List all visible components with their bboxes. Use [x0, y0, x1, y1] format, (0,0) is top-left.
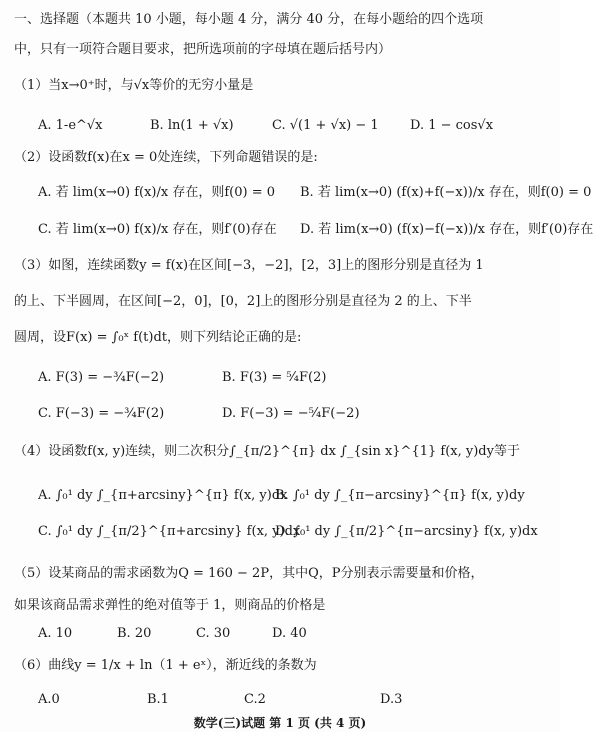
question-2-option-a: A. 若 lim(x→0) f(x)/x 存在，则f(0) = 0: [38, 185, 275, 200]
question-1-stem: （1）当x→0⁺时，与√x等价的无穷小量是: [14, 78, 254, 93]
question-4-option-b: B. ∫₀¹ dy ∫_{π−arcsiny}^{π} f(x, y)dy: [275, 488, 525, 503]
question-4-option-d: D. ∫₀¹ dy ∫_{π/2}^{π−arcsiny} f(x, y)dx: [275, 524, 538, 539]
question-6-option-d: D.3: [380, 692, 403, 707]
section-header-line-1: 一、选择题（本题共 10 小题，每小题 4 分，满分 40 分，在每小题给的四个选项: [14, 12, 484, 27]
question-3-option-c: C. F(−3) = −¾F(2): [38, 406, 165, 421]
question-4-option-c: C. ∫₀¹ dy ∫_{π/2}^{π+arcsiny} f(x, y)dx: [38, 524, 301, 539]
question-6-option-b: B.1: [147, 692, 169, 707]
question-5-option-b: B. 20: [117, 626, 152, 641]
question-3-line-1: （3）如图，连续函数y = f(x)在区间[−3，−2]，[2，3]上的图形分别是直径为 1: [14, 258, 484, 273]
section-header-line-2: 中，只有一项符合题目要求，把所选项前的字母填在题后括号内）: [14, 42, 392, 57]
question-3-line-2: 的上、下半圆周，在区间[−2，0]，[0，2]上的图形分别是直径为 2 的上、下半: [14, 294, 472, 309]
question-2-stem: （2）设函数f(x)在x = 0处连续，下列命题错误的是:: [14, 150, 318, 165]
question-4-stem: （4）设函数f(x, y)连续，则二次积分∫_{π/2}^{π} dx ∫_{sin x}^{1} f(x, y)dy等于: [14, 444, 520, 459]
question-3-line-3: 圆周，设F(x) = ∫₀ˣ f(t)dt，则下列结论正确的是:: [14, 330, 302, 345]
question-6-option-c: C.2: [244, 692, 266, 707]
question-3-option-b: B. F(3) = ⁵⁄₄F(2): [222, 370, 327, 385]
question-6-stem: （6）曲线y = 1/x + ln（1 + eˣ），渐近线的条数为: [14, 658, 317, 673]
question-5-option-c: C. 30: [196, 626, 231, 641]
question-6-option-a: A.0: [38, 692, 60, 707]
question-1-option-a: A. 1-e^√x: [38, 118, 103, 133]
question-1-option-c: C. √(1 + √x) − 1: [272, 118, 379, 133]
question-1-option-b: B. ln(1 + √x): [150, 118, 234, 133]
question-2-option-c: C. 若 lim(x→0) f(x)/x 存在，则f′(0)存在: [38, 222, 277, 237]
question-5-option-a: A. 10: [38, 626, 73, 641]
question-3-option-a: A. F(3) = −¾F(−2): [38, 370, 165, 385]
question-4-option-a: A. ∫₀¹ dy ∫_{π+arcsiny}^{π} f(x, y)dx: [38, 488, 288, 503]
question-5-line-2: 如果该商品需求弹性的绝对值等于 1，则商品的价格是: [14, 598, 326, 613]
question-1-option-d: D. 1 − cos√x: [410, 118, 494, 133]
question-5-line-1: （5）设某商品的需求函数为Q = 160 − 2P，其中Q，P分别表示需要量和价格，: [14, 566, 484, 581]
question-3-option-d: D. F(−3) = −⁵⁄₄F(−2): [222, 406, 360, 421]
question-5-option-d: D. 40: [272, 626, 307, 641]
question-2-option-b: B. 若 lim(x→0) (f(x)+f(−x))/x 存在，则f(0) = 0: [300, 185, 592, 200]
page-footer: 数学(三)试题 第 1 页 (共 4 页): [193, 716, 367, 730]
question-2-option-d: D. 若 lim(x→0) (f(x)−f(−x))/x 存在，则f′(0)存在: [300, 222, 593, 237]
